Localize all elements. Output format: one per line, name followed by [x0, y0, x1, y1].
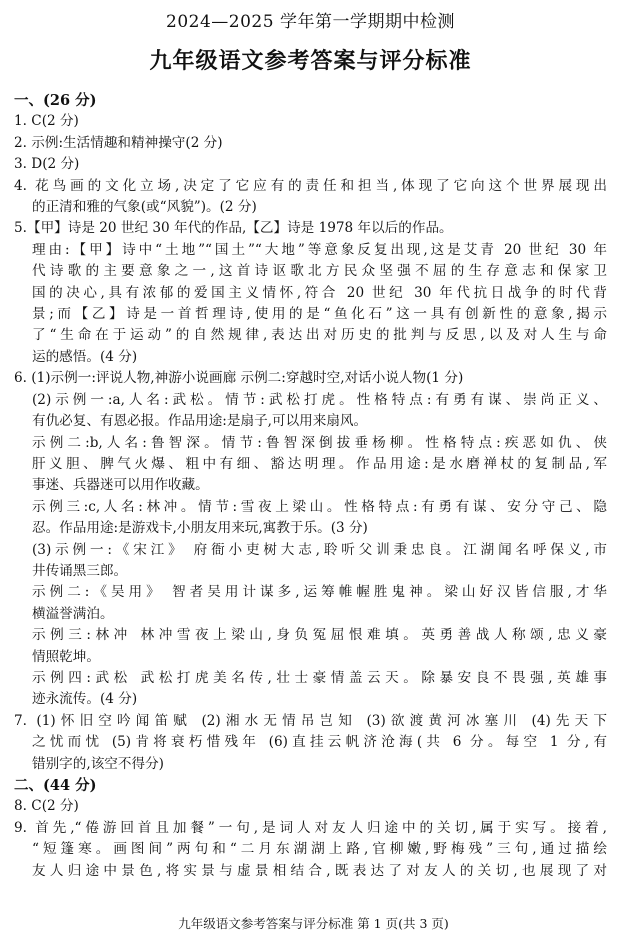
answer-line: 忍。作品用途:是游戏卡,小朋友用来玩,寓教于乐。(3 分): [32, 520, 368, 537]
section-heading: 一、(26 分): [14, 92, 97, 109]
answer-line: 示例三:林冲 林冲雪夜上梁山,身负冤屈恨难填。英勇善战人称颂,忠义豪: [32, 627, 607, 644]
answer-line: 理由:【甲】诗中“土地”“国土”“大地”等意象反复出现,这是艾青 20 世纪 30 年: [32, 241, 607, 258]
answer-line: (3)示例一:《宋江》 府衙小吏树大志,聆听父训秉忠良。江湖闻名呼保义,市: [32, 541, 607, 558]
answer-line: 示例四:武松 武松打虎美名传,壮士豪情盖云天。除暴安良不畏强,英雄事: [32, 669, 607, 686]
answer-line: 示例二:b,人名:鲁智深。情节:鲁智深倒拔垂杨柳。性格特点:疾恶如仇、侠: [32, 434, 607, 451]
answer-line: 了“生命在于运动”的自然规律,表达出对历史的批判与反思,以及对人生与命: [32, 327, 607, 344]
answer-line: 肝义胆、脾气火爆、粗中有细、豁达明理。作品用途:是水磨禅杖的复制品,军: [32, 455, 607, 472]
answer-line: 有仇必复、有恩必报。作品用途:是扇子,可以用来扇风。: [32, 413, 368, 430]
answer-line: 8. C(2 分): [14, 798, 79, 815]
answer-line: 的正清和雅的气象(或“风貌”)。(2 分): [32, 199, 257, 216]
answer-line: 运的感悟。(4 分): [32, 348, 138, 365]
exam-title: 2024—2025 学年第一学期期中检测: [166, 12, 455, 32]
answer-line: 情照乾坤。: [32, 648, 100, 665]
answer-line: 景;而【乙】诗是一首哲理诗,使用的是“鱼化石”这一具有创新性的意象,揭示: [32, 306, 607, 323]
answer-line: 6. (1)示例一:评说人物,神游小说画廊 示例二:穿越时空,对话小说人物(1 分): [14, 370, 464, 387]
answer-line: 国的决心,具有浓郁的爱国主义情怀,符合 20 世纪 30 年代抗日战争的时代背: [32, 284, 607, 301]
answer-line: “短篷寒。画图间”两句和“二月东湖湖上路,官柳嫩,野梅残”三句,通过描绘: [32, 841, 607, 858]
page-footer: 九年级语文参考答案与评分标准 第 1 页(共 3 页): [178, 916, 449, 931]
answer-line: 示例三:c,人名:林冲。情节:雪夜上梁山。性格特点:有勇有谋、安分守己、隐: [32, 498, 607, 515]
answer-line: 2. 示例:生活情趣和精神操守(2 分): [14, 134, 223, 151]
answer-line: 9. 首先,“倦游回首且加餐”一句,是词人对友人归途中的关切,属于实写。接着,: [14, 819, 607, 836]
answer-content: [14, 90, 607, 882]
answer-line: 1. C(2 分): [14, 113, 79, 130]
answer-line: 4. 花鸟画的文化立场,决定了它应有的责任和担当,体现了它向这个世界展现出: [14, 177, 607, 194]
answer-line: 横溢誉满泊。: [32, 605, 114, 622]
answer-line: 迹永流传。(4 分): [32, 691, 138, 708]
section-heading: 二、(44 分): [14, 777, 97, 794]
answer-line: 错别字的,该空不得分): [32, 755, 164, 772]
answer-line: 7. (1)怀旧空吟闻笛赋 (2)湘水无情吊岂知 (3)欲渡黄河冰塞川 (4)先天下: [14, 712, 607, 729]
answer-line: 代诗歌的主要意象之一,这首诗讴歌北方民众坚强不屈的生存意志和保家卫: [32, 263, 607, 280]
answer-line: 之忧而忧 (5)肯将衰朽惜残年 (6)直挂云帆济沧海(共 6 分。每空 1 分,有: [32, 734, 607, 751]
answer-line: 3. D(2 分): [14, 156, 80, 173]
answer-line: 友人归途中景色,将实景与虚景相结合,既表达了对友人的关切,也展现了对: [32, 862, 607, 879]
answer-line: 井传诵黑三郎。: [32, 562, 128, 579]
answer-line: (2)示例一:a,人名:武松。情节:武松打虎。性格特点:有勇有谋、崇尚正义、: [32, 391, 607, 408]
document-title: 九年级语文参考答案与评分标准: [149, 48, 472, 74]
answer-line: 5.【甲】诗是 20 世纪 30 年代的作品,【乙】诗是 1978 年以后的作品。: [14, 220, 453, 237]
answer-line: 事迷、兵器迷可以用作收藏。: [32, 477, 209, 494]
answer-line: 示例二:《吴用》 智者吴用计谋多,运筹帷幄胜鬼神。梁山好汉皆信服,才华: [32, 584, 607, 601]
